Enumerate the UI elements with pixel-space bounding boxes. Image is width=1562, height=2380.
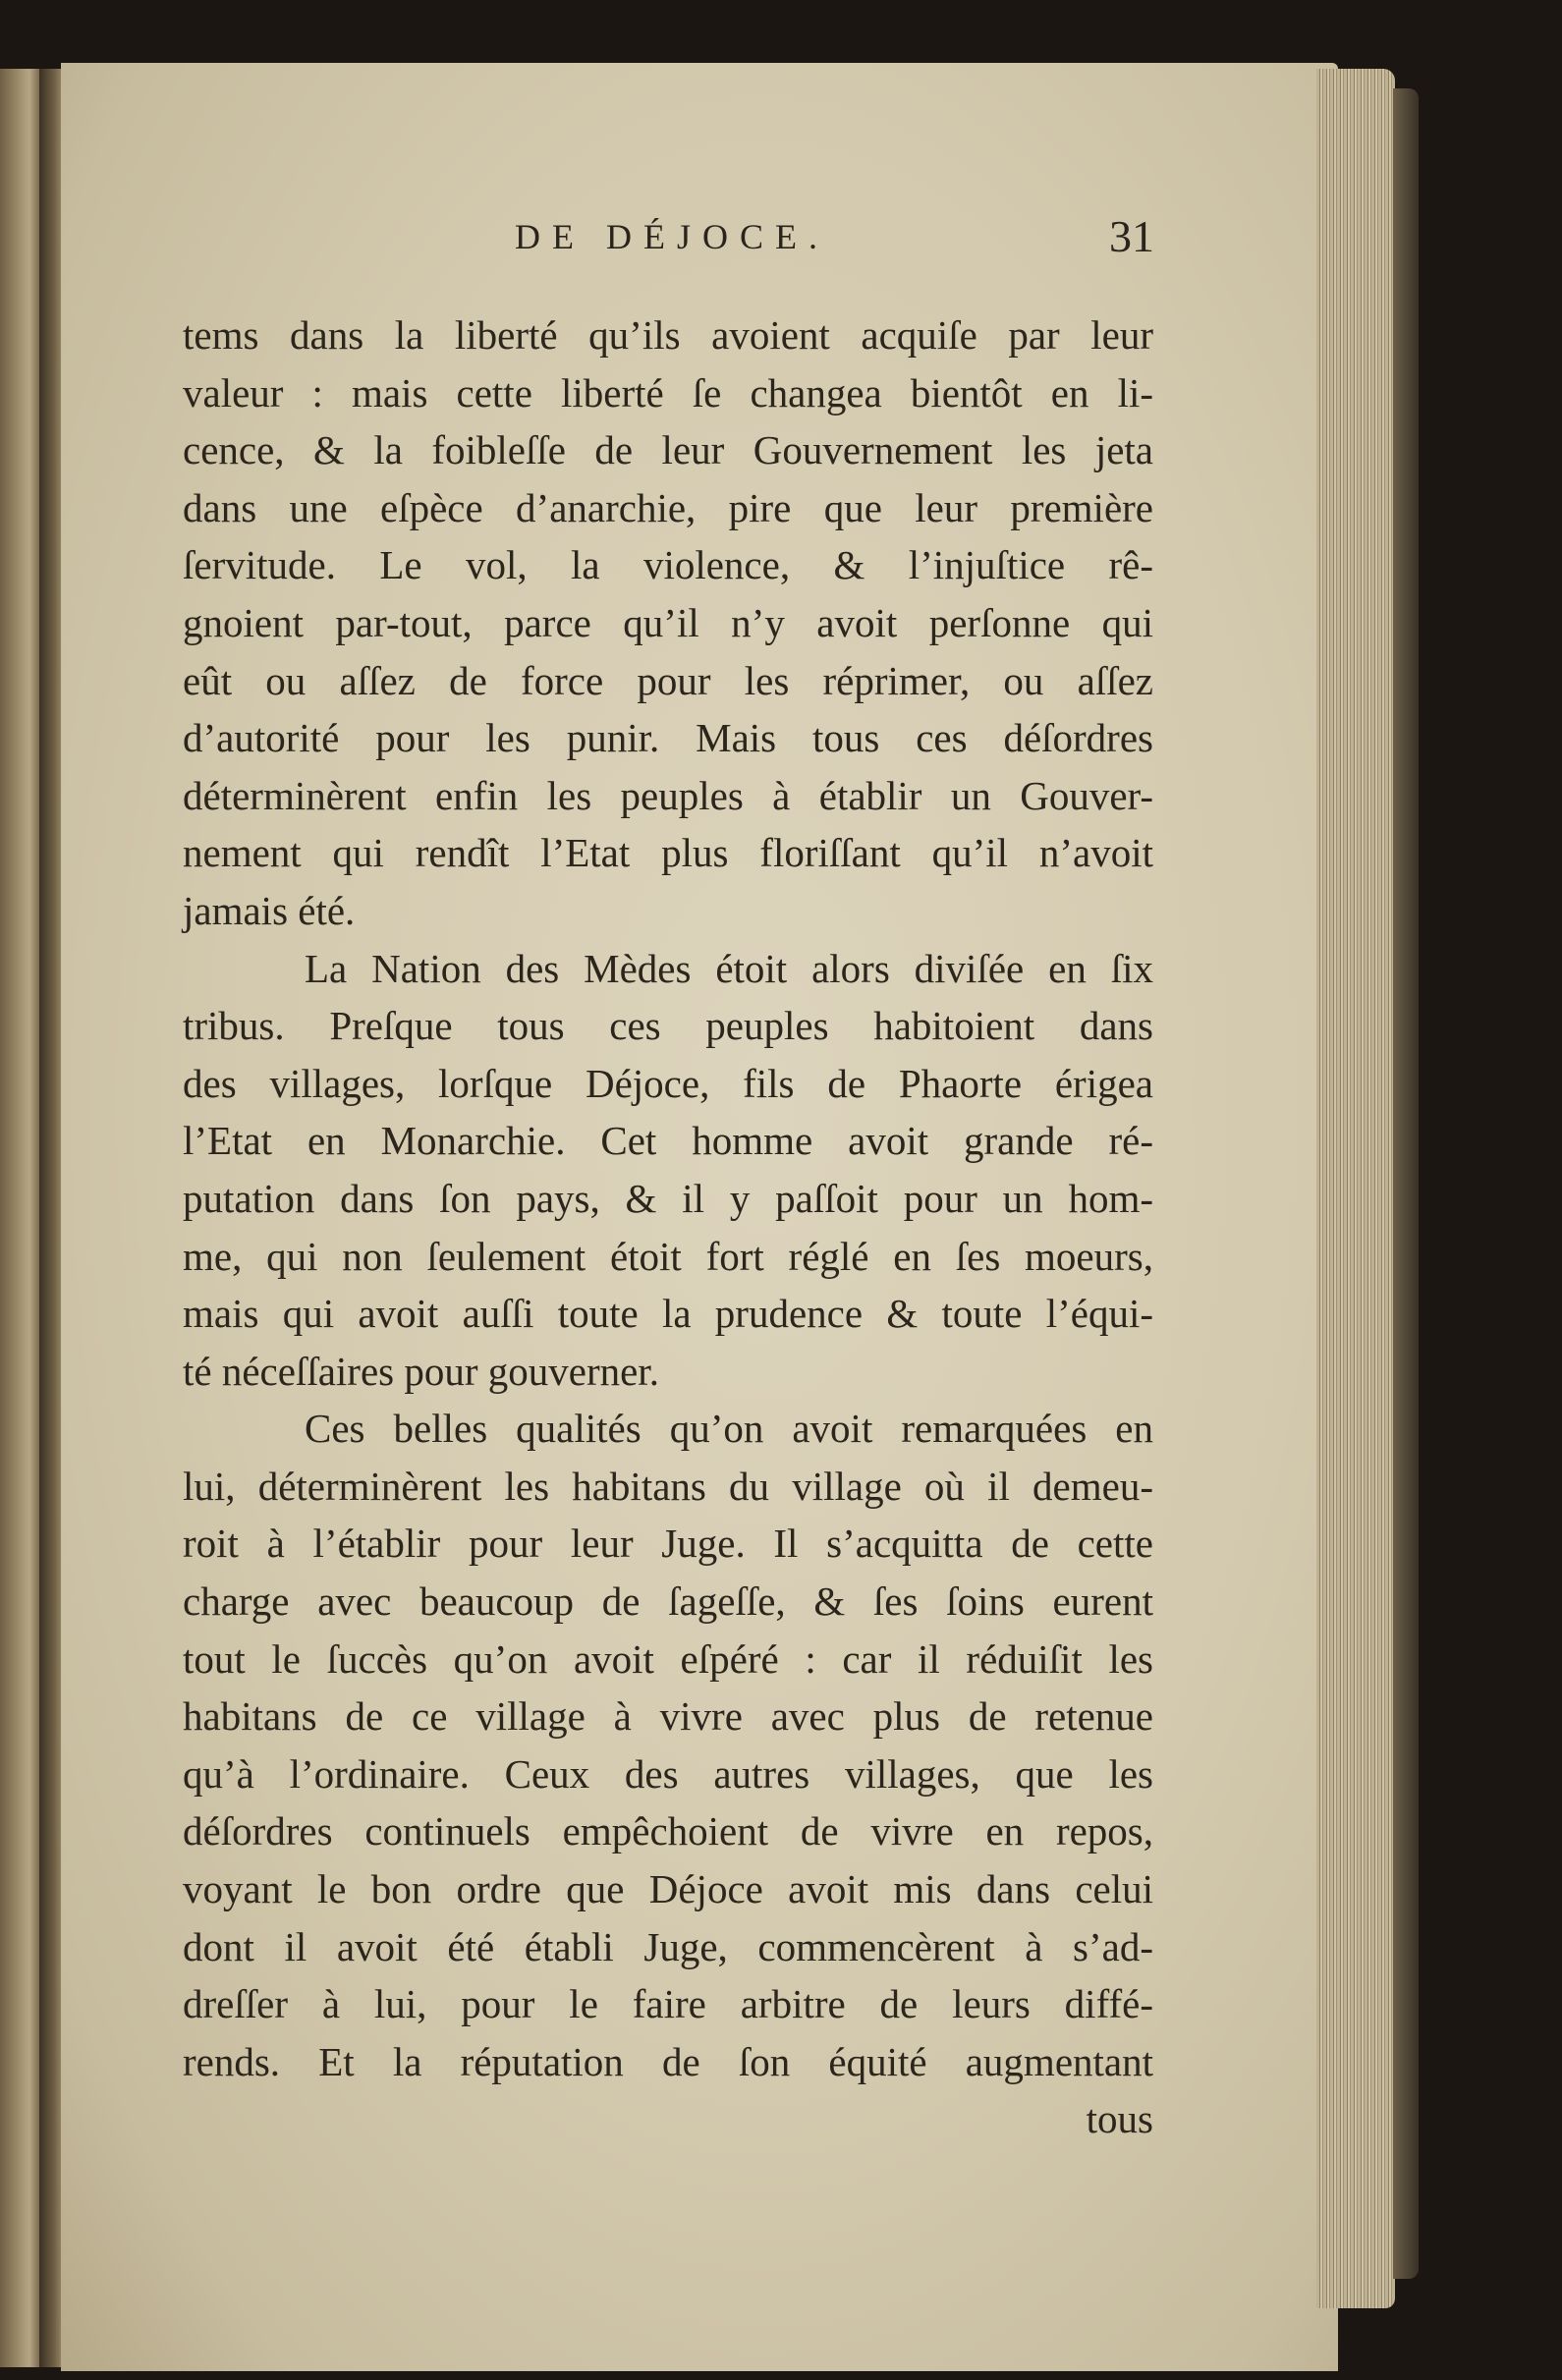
text-line: des villages, lorſque Déjoce, fils de Phaorte érigea xyxy=(183,1060,1153,1106)
text-line: rends. Et la réputation de ſon équité augmentant xyxy=(183,2038,1153,2084)
running-head xyxy=(61,210,1338,269)
text-line: valeur : mais cette liberté ſe changea bientôt en li- xyxy=(183,369,1153,415)
text-line: dreſſer à lui, pour le faire arbitre de leurs diffé- xyxy=(183,1981,1153,2027)
text-line: voyant le bon ordre que Déjoce avoit mis dans celui xyxy=(183,1866,1153,1912)
text-line: d’autorité pour les punir. Mais tous ces déſordres xyxy=(183,715,1153,761)
text-line: gnoient par-tout, parce qu’il n’y avoit perſonne qui xyxy=(183,599,1153,645)
facing-page-edge xyxy=(0,69,39,2367)
text-line: tout le ſuccès qu’on avoit eſpéré : car il réduiſit les xyxy=(183,1635,1153,1682)
text-line: me, qui non ſeulement étoit fort réglé en ſes moeurs, xyxy=(183,1233,1153,1279)
text-line: dont il avoit été établi Juge, commencèrent à s’ad- xyxy=(183,1923,1153,1969)
text-line: ſervitude. Le vol, la violence, & l’injuſtice rê- xyxy=(183,542,1153,588)
text-line: l’Etat en Monarchie. Cet homme avoit grande ré- xyxy=(183,1118,1153,1164)
text-line: déterminèrent enfin les peuples à établir un Gouver- xyxy=(183,772,1153,818)
catchword: tous xyxy=(1086,2096,1153,2142)
text-line: putation dans ſon pays, & il y paſſoit pour un hom- xyxy=(183,1175,1153,1221)
text-line: habitans de ce village à vivre avec plus de retenue xyxy=(183,1693,1153,1740)
text-line: qu’à l’ordinaire. Ceux des autres villages, que les xyxy=(183,1750,1153,1797)
body-text xyxy=(183,306,1153,2148)
page-edges xyxy=(1316,69,1395,2308)
text-line: eût ou aſſez de force pour les réprimer, ou aſſez xyxy=(183,657,1153,703)
text-line: cence, & la foibleſſe de leur Gouvernement les jeta xyxy=(183,427,1153,473)
book-gutter xyxy=(39,69,63,2367)
text-line: mais qui avoit auſſi toute la prudence & toute l’équi- xyxy=(183,1291,1153,1337)
text-line: roit à l’établir pour leur Juge. Il s’acquitta de cette xyxy=(183,1521,1153,1567)
page-edges-shadow xyxy=(1393,88,1419,2279)
running-title: DE DÉJOCE. xyxy=(515,217,829,256)
paragraph-start-line: La Nation des Mèdes étoit alors diviſée en ſix xyxy=(305,945,1153,991)
text-line: tribus. Preſque tous ces peuples habitoient dans xyxy=(183,1003,1153,1049)
text-line: té néceſſaires pour gouverner. xyxy=(183,1348,659,1394)
text-line: déſordres continuels empêchoient de vivre en repos, xyxy=(183,1808,1153,1854)
page-number: 31 xyxy=(1109,211,1154,261)
text-line: tems dans la liberté qu’ils avoient acquiſe par leur xyxy=(183,312,1153,358)
text-line: nement qui rendît l’Etat plus floriſſant qu’il n’avoit xyxy=(183,830,1153,876)
text-line: dans une eſpèce d’anarchie, pire que leur première xyxy=(183,484,1153,530)
text-line: lui, déterminèrent les habitans du village où il demeu- xyxy=(183,1463,1153,1509)
text-line: jamais été. xyxy=(183,887,356,933)
text-line: charge avec beaucoup de ſageſſe, & ſes ſoins eurent xyxy=(183,1578,1153,1625)
paragraph-start-line: Ces belles qualités qu’on avoit remarquées en xyxy=(305,1406,1153,1452)
